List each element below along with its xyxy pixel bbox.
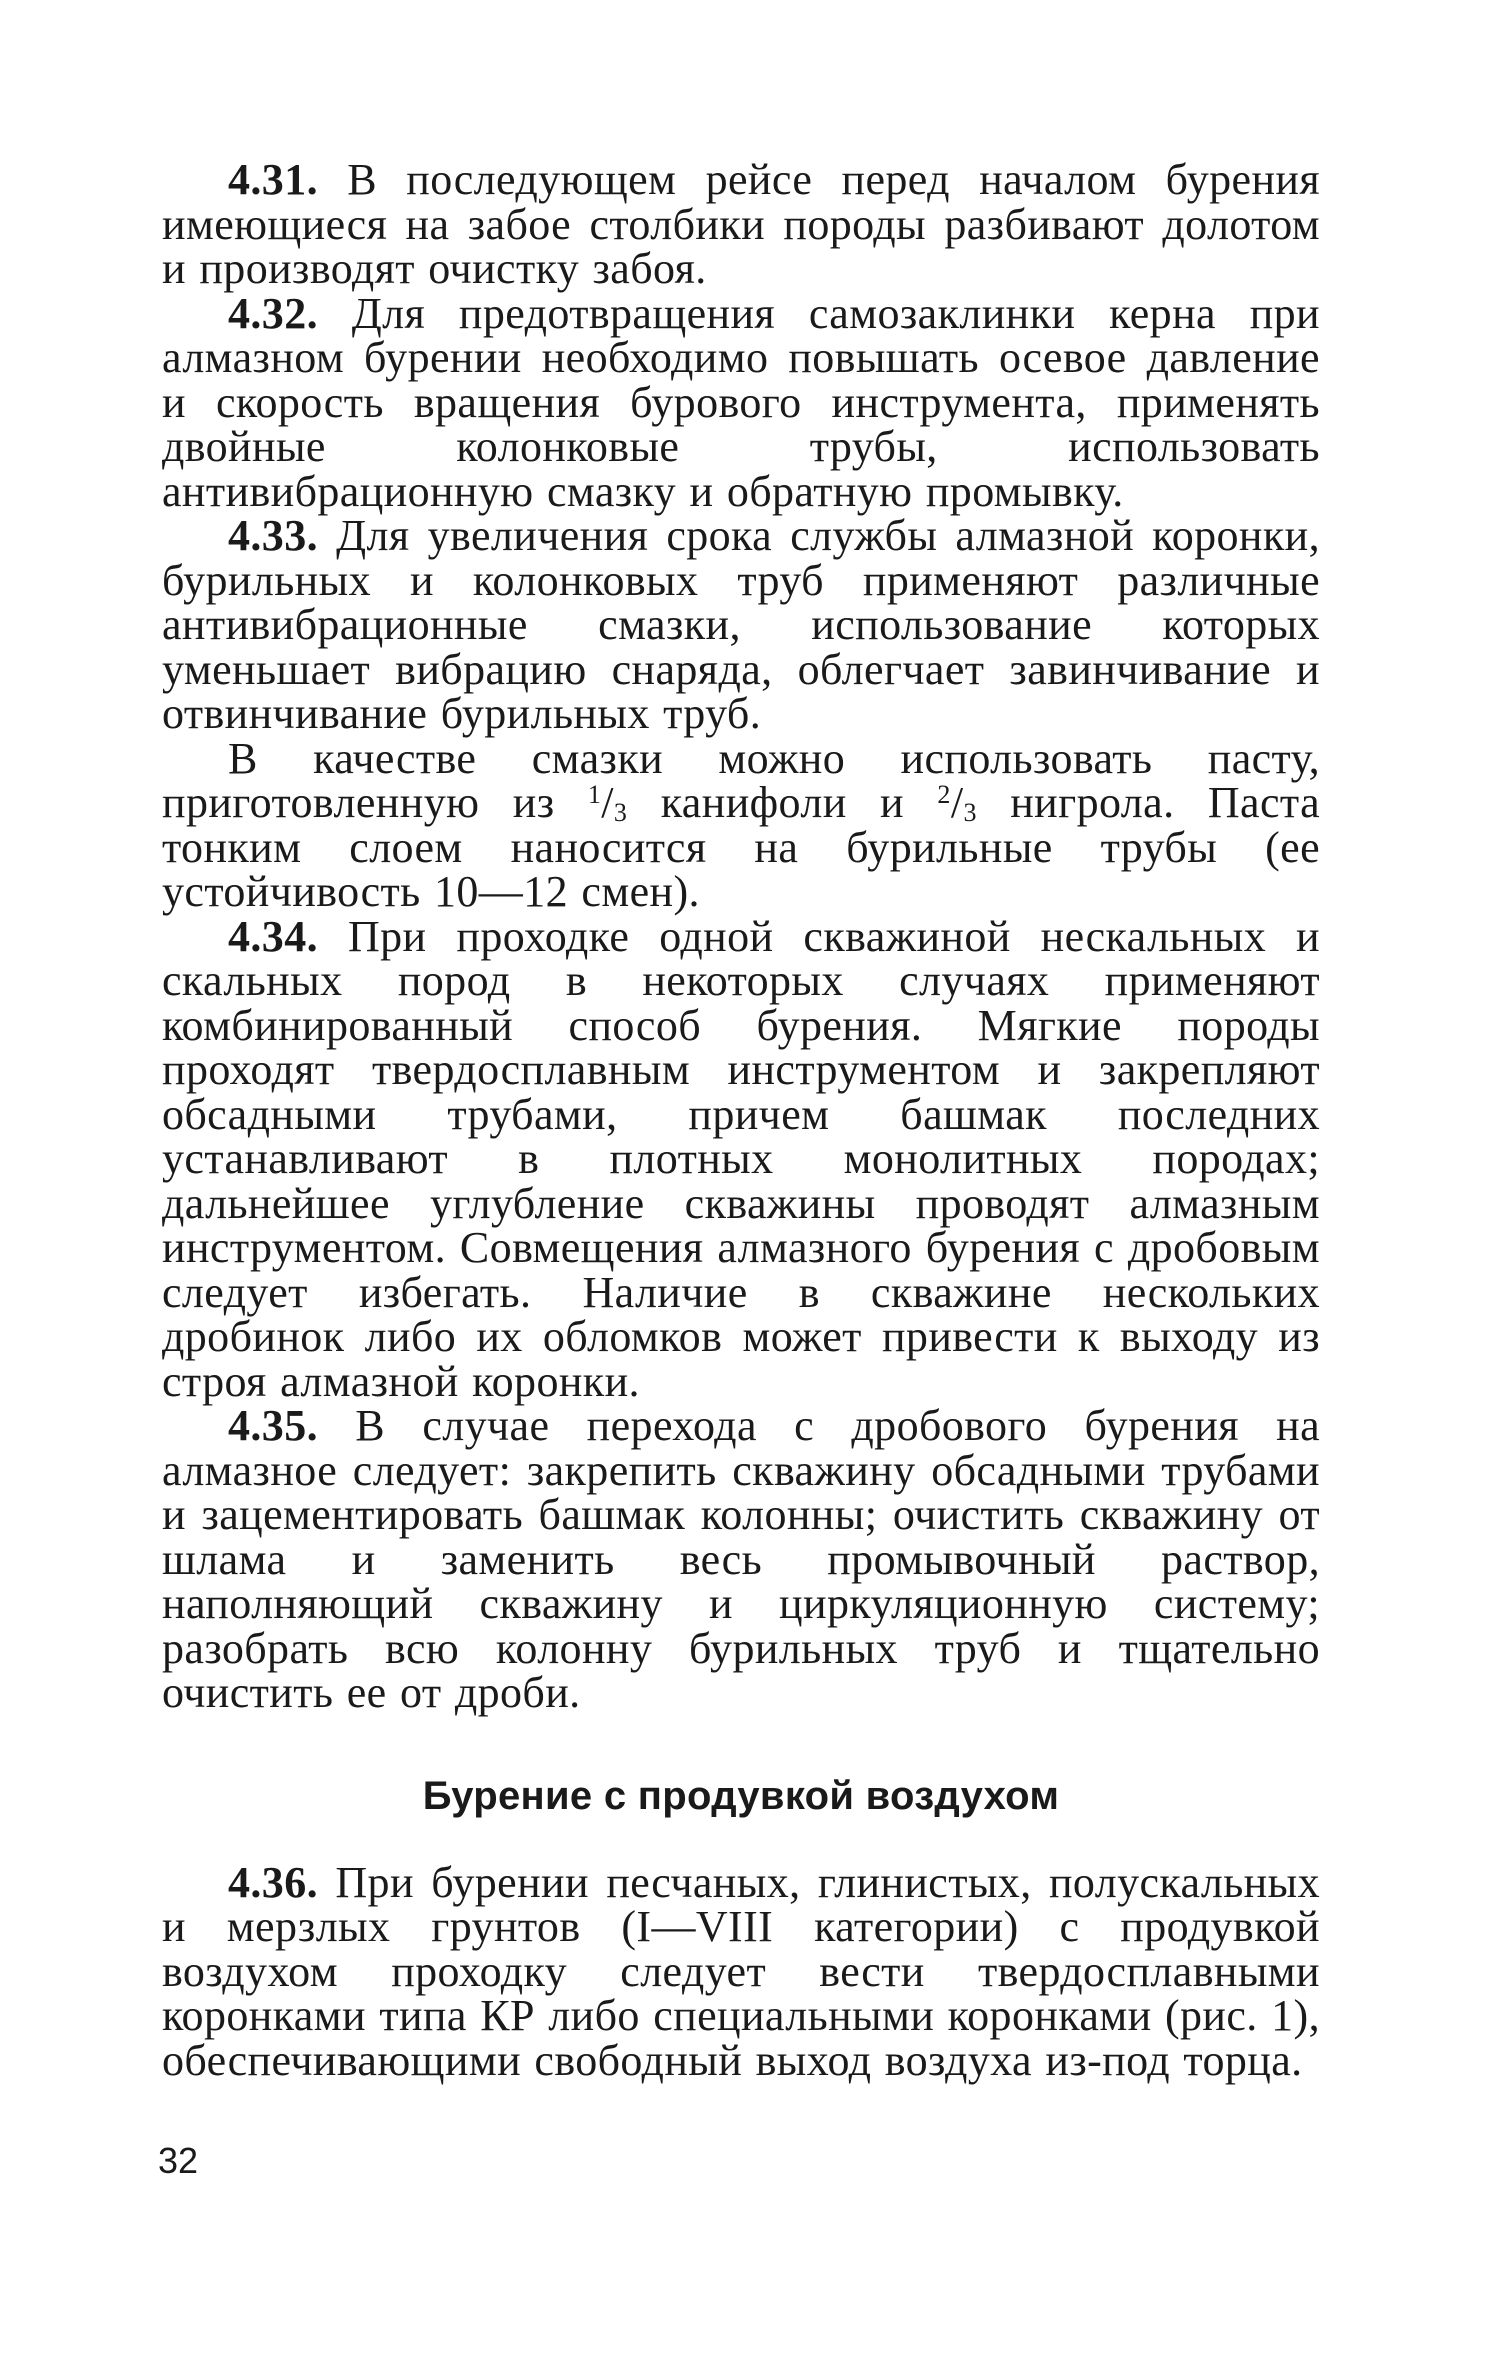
paragraph-number: 4.34. [228, 911, 318, 961]
paragraph-number: 4.32. [228, 288, 318, 338]
page-body [162, 155, 1320, 2085]
paragraph-text: В последующем рейсе перед началом бурения имеющиеся на забое столбики породы разбивают долотом и производят очистку забоя. [162, 155, 1320, 293]
paragraph-4-35 [162, 1401, 1320, 1717]
paragraph-text: Для увеличения срока службы алмазной коронки, бурильных и колонковых труб применяют различные антивибрационные смазки, использование которых уменьшает вибрацию снаряда, облегчает завинчивание и отвинчивание бурильных труб. [162, 511, 1320, 738]
paragraph-4-34 [162, 911, 1320, 1406]
fraction-numerator: 2 [937, 780, 951, 809]
paragraph-text: нигрола. Паста тонким слоем наносится на бурильные трубы (ее устойчивость 10—12 смен). [162, 778, 1320, 916]
paragraph-number: 4.35. [228, 1401, 318, 1450]
fraction-two-thirds: $^2/_3$ [937, 778, 977, 827]
paragraph-4-32 [162, 288, 1320, 516]
paragraph-text: В случае перехода с дробового бурения на алмазное следует: закрепить скважину обсадными трубами и зацементировать башмак колонны; очистить скважину от шлама и заменить весь промывочный раствор, наполняющий скважину и циркуляционную систему; разобрать всю колонну бурильных труб и тщательно очистить ее от дроби. [162, 1401, 1320, 1717]
fraction-denominator: 3 [613, 798, 628, 827]
fraction-denominator: 3 [963, 798, 977, 827]
paragraph-number: 4.33. [228, 511, 318, 560]
paragraph-4-36 [162, 1857, 1320, 2085]
fraction-one-third: $^1/_3$ [587, 778, 628, 827]
page-number: 32 [158, 2140, 199, 2181]
paragraph-text: При бурении песчаных, глинистых, полускальных и мерзлых грунтов (I—VIII категории) с продувкой воздухом проходку следует вести твердосплавными коронками типа КР либо специальными коронками (рис. 1), обеспечивающими свободный выход воздуха из-под торца. [162, 1857, 1320, 2085]
paragraph-number: 4.31. [228, 155, 318, 204]
paragraph-4-31 [162, 155, 1320, 293]
paragraph-text: канифоли и [627, 778, 938, 827]
paragraph-lubricant [162, 733, 1320, 916]
section-heading: Бурение с продувкой воздухом [422, 1773, 1060, 1818]
paragraph-text: При проходке одной скважиной нескальных и скальных пород в некоторых случаях применяют комбинированный способ бурения. Мягкие породы проходят твердосплавным инструментом и закрепляют обсадными трубами, причем башмак последних устанавливают в плотных монолитных породах; дальнейшее углубление скважины проводят алмазным инструментом. Совмещения алмазного бурения с дробовым следует избегать. Наличие в скважине нескольких дробинок либо их обломков может привести к выходу из строя алмазной коронки. [162, 911, 1320, 1406]
paragraph-text: Для предотвращения самозаклинки керна при алмазном бурении необходимо повышать осевое давление и скорость вращения бурового инструмента, применять двойные колонковые трубы, использовать антивибрационную смазку и обратную промывку. [162, 288, 1320, 516]
paragraph-text: В качестве смазки можно использовать пасту, приготовленную из [162, 733, 1320, 827]
fraction-numerator: 1 [587, 780, 602, 809]
paragraph-number: 4.36. [228, 1857, 318, 1907]
paragraph-4-33 [162, 511, 1320, 738]
